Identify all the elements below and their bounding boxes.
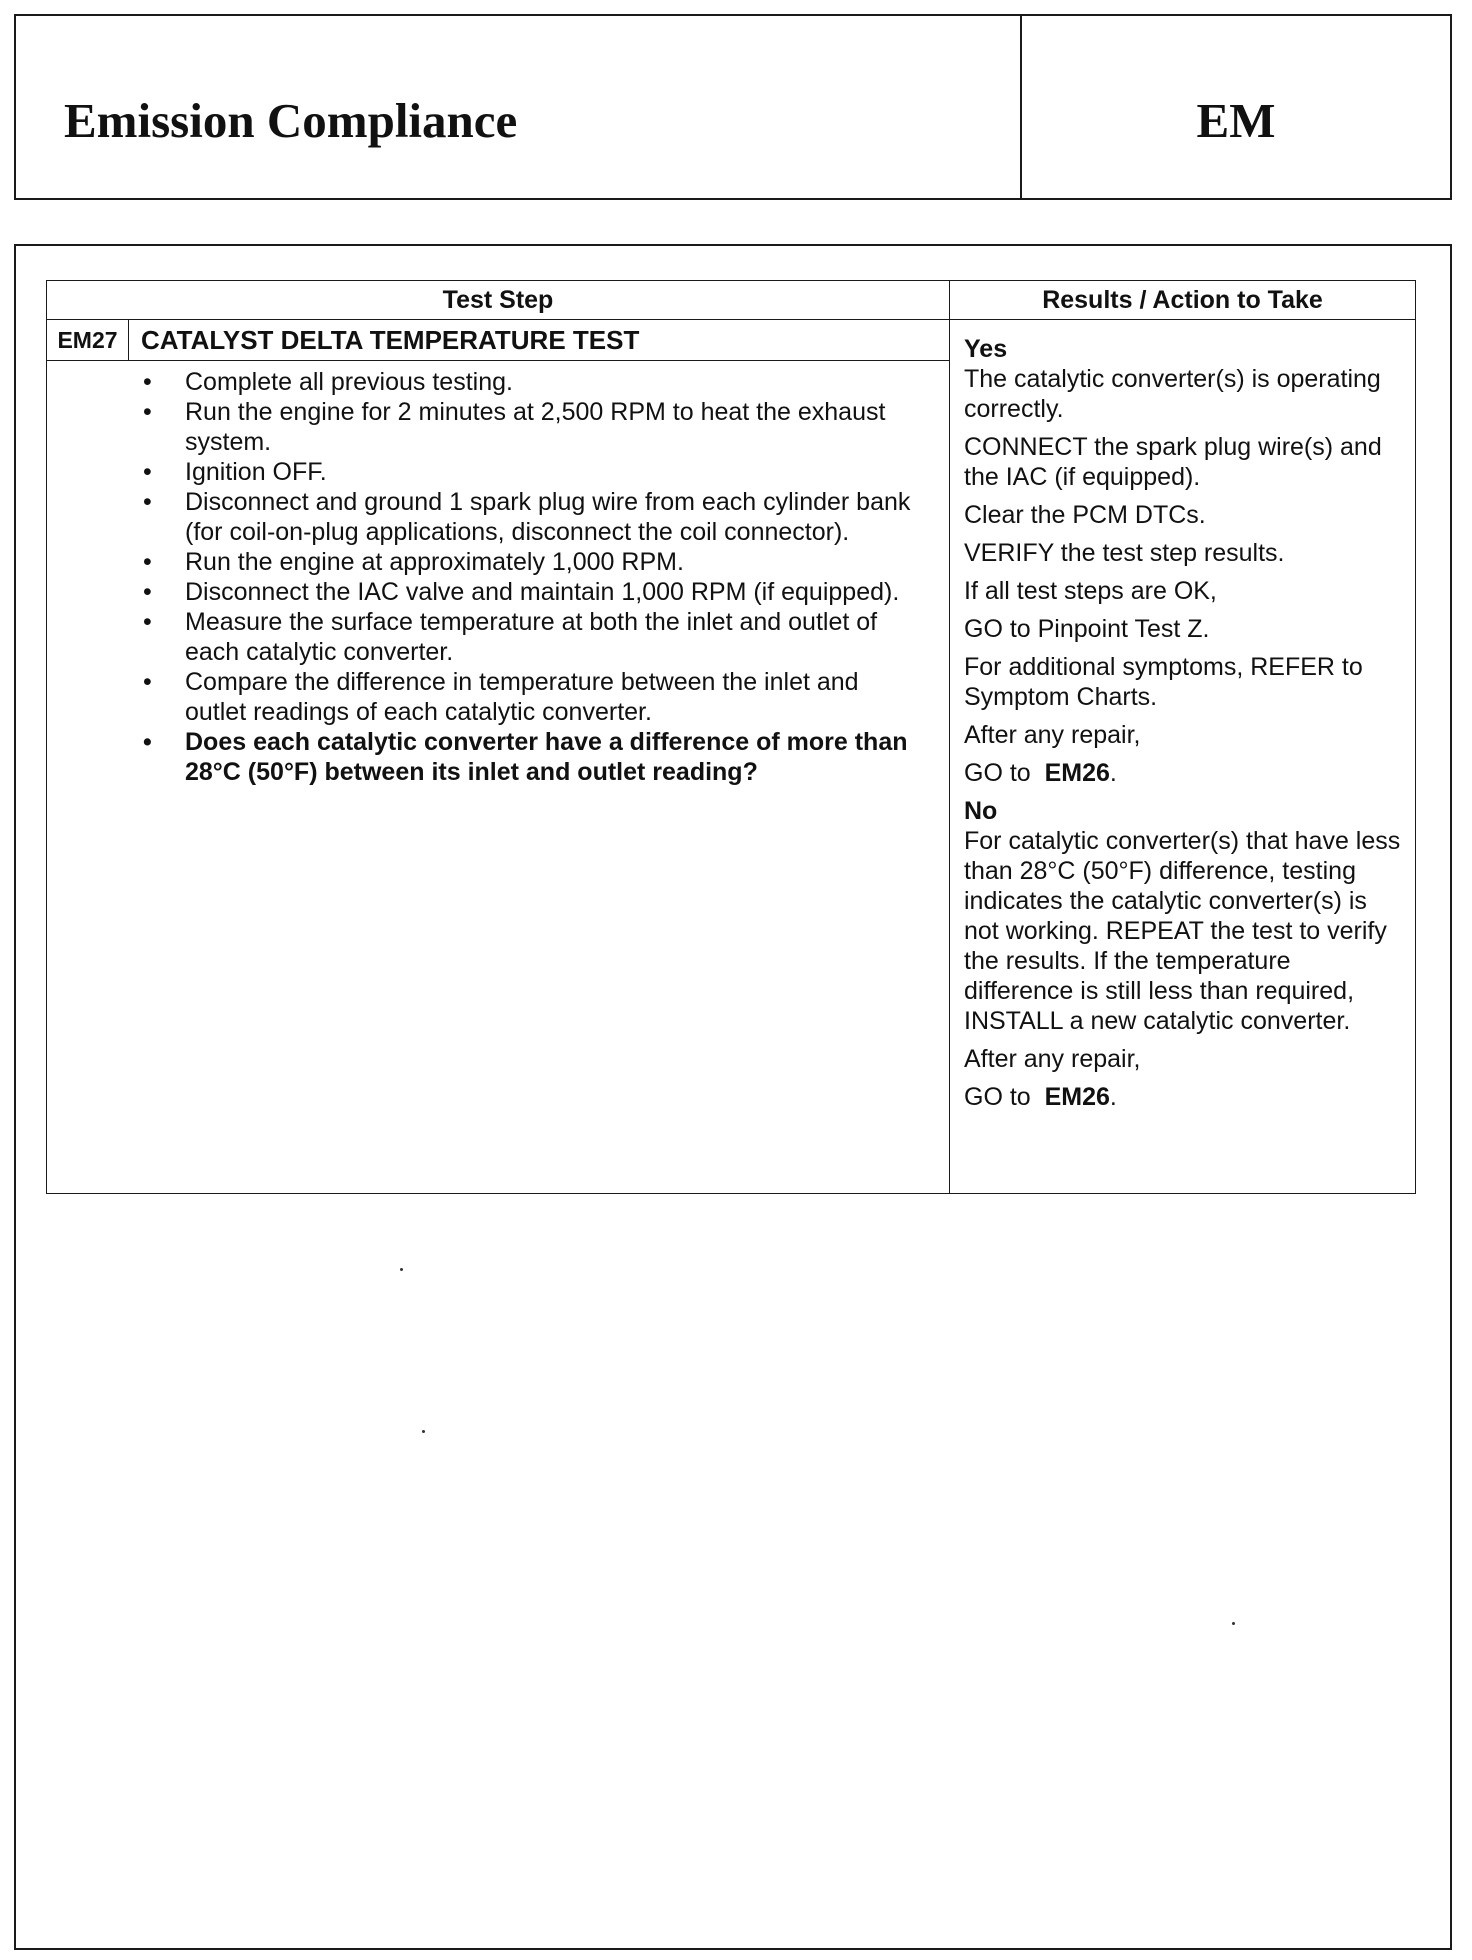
test-step-table [46,280,1416,1194]
yes-line: If all test steps are OK, [964,577,1217,605]
yes-line: Clear the PCM DTCs. [964,501,1206,529]
yes-line: After any repair, [964,721,1141,749]
scan-speck [422,1430,425,1433]
step-item: • Disconnect the IAC valve and maintain 1,000 RPM (if equipped). [143,577,919,607]
page-header [14,14,1452,200]
yes-line: The catalytic converter(s) is operating correctly. [964,365,1381,423]
no-goto [964,1082,1405,1112]
page-title: Emission Compliance [64,93,518,148]
section-code: EM [1196,93,1276,148]
step-title: CATALYST DELTA TEMPERATURE TEST [129,320,950,361]
test-step-column-header: Test Step [47,281,950,320]
step-item: • Run the engine for 2 minutes at 2,500 RPM to heat the exhaust system. [143,397,919,457]
scan-speck [400,1268,403,1271]
no-after: After any repair, [964,1045,1141,1073]
goto-target-link[interactable]: EM26 [1044,1083,1110,1111]
goto-suffix: . [1109,759,1117,787]
step-item: • Ignition OFF. [143,457,919,487]
yes-line: CONNECT the spark plug wire(s) and the IAC (if equipped). [964,433,1382,491]
step-item: • Disconnect and ground 1 spark plug wire from each cylinder bank (for coil-on-plug applications, disconnect the coil connector). [143,487,919,547]
step-id: EM27 [47,320,129,361]
results-cell [950,320,1416,1194]
results-column-header: Results / Action to Take [950,281,1416,320]
goto-prefix: GO to [964,1083,1031,1111]
no-label: No [964,797,998,825]
step-item: • Compare the difference in temperature between the inlet and outlet readings of each catalytic converter. [143,667,919,727]
no-text: For catalytic converter(s) that have less than 28°C (50°F) difference, testing indicates the catalytic converter(s) is not working. REPEAT the test to verify the results. If the temperature difference is still less than required, INSTALL a new catalytic converter. [964,827,1401,1035]
step-item: • Complete all previous testing. [143,367,919,397]
yes-label: Yes [964,335,1008,363]
yes-line: GO to Pinpoint Test Z. [964,615,1210,643]
step-question: • Does each catalytic converter have a difference of more than 28°C (50°F) between its inlet and outlet reading? [143,727,919,787]
goto-target-link[interactable]: EM26 [1044,759,1110,787]
goto-suffix: . [1109,1083,1117,1111]
step-item: • Measure the surface temperature at both the inlet and outlet of each catalytic converter. [143,607,919,667]
goto-prefix: GO to [964,759,1031,787]
yes-goto [964,758,1405,788]
scan-speck [1232,1622,1235,1625]
yes-line: For additional symptoms, REFER to Symptom Charts. [964,653,1363,711]
step-list [143,367,919,787]
steps-cell [47,361,950,1194]
yes-line: VERIFY the test step results. [964,539,1285,567]
step-title-row [47,320,1416,361]
step-item: • Run the engine at approximately 1,000 RPM. [143,547,919,577]
table-header-row [47,281,1416,320]
